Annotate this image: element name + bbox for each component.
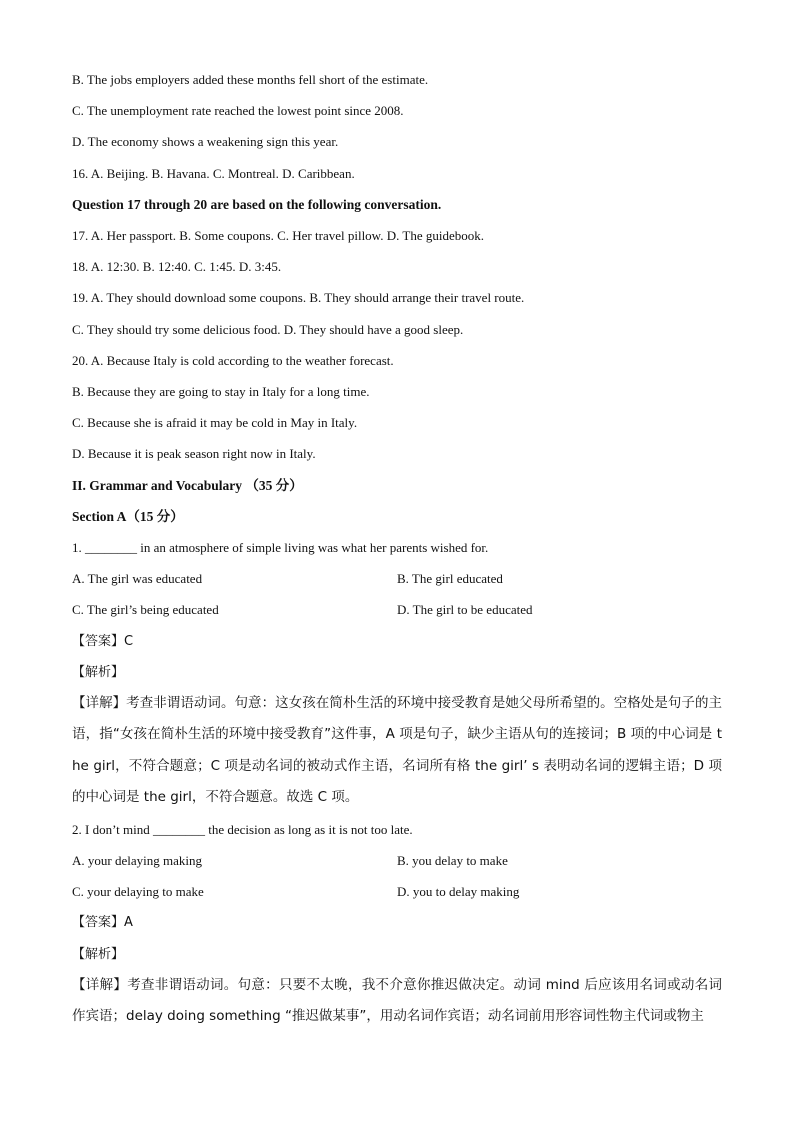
q2-answer: 【答案】A	[72, 915, 133, 931]
q2-option-d: D. you to delay making	[397, 884, 520, 900]
q1-option-b: B. The girl educated	[397, 571, 503, 587]
q1-option-c: C. The girl’s being educated	[72, 602, 219, 618]
q19-line-1: 19. A. They should download some coupons. B. They should arrange their travel route.	[72, 290, 525, 306]
q1-option-a: A. The girl was educated	[72, 571, 203, 587]
q2-analysis-label: 【解析】	[72, 946, 125, 962]
q1-answer: 【答案】C	[72, 633, 134, 649]
grammar-heading: II. Grammar and Vocabulary （35 分）	[72, 477, 303, 493]
q1-analysis-label: 【解析】	[72, 664, 125, 680]
q1-options-row-2	[72, 594, 722, 625]
q2-stem: 2. I don’t mind ________ the decision as long as it is not too late.	[72, 821, 413, 837]
q18-line: 18. A. 12:30. B. 12:40. C. 1:45. D. 3:45.	[72, 259, 282, 275]
q2-option-a: A. your delaying making	[72, 852, 202, 868]
q15-option-d: D. The economy shows a weakening sign this year.	[72, 134, 339, 150]
q2-detail: 【详解】考查非谓语动词。句意：只要不太晚，我不介意你推迟做决定。动词 mind 后应该用名词或动名词作宾语；delay doing something “推迟做某事”，用动名词作宾语；动名词前用形容词性物主代词或物主	[72, 976, 722, 1025]
q20-line-c: C. Because she is afraid it may be cold in May in Italy.	[72, 415, 358, 431]
q17-20-heading: Question 17 through 20 are based on the following conversation.	[72, 196, 442, 212]
q2-option-c: C. your delaying to make	[72, 884, 204, 900]
q1-detail: 【详解】考查非谓语动词。句意：这女孩在简朴生活的环境中接受教育是她父母所希望的。空格处是句子的主语，指“女孩在简朴生活的环境中接受教育”这件事，A 项是句子，缺少主语从句的连接词；B 项的中心词是 the girl，不符合题意；C 项是动名词的被动式作主语，名词所有格 the girl’ s 表明动名词的逻辑主语；D 项的中心词是 the girl，不符合题意。故选 C 项。	[72, 695, 722, 806]
section-a-heading: Section A（15 分）	[72, 508, 184, 524]
q20-line-d: D. Because it is peak season right now in Italy.	[72, 446, 316, 462]
q20-line-a: 20. A. Because Italy is cold according to the weather forecast.	[72, 352, 394, 368]
q19-line-2: C. They should try some delicious food. D. They should have a good sleep.	[72, 321, 464, 337]
q2-options-row-1	[72, 845, 722, 876]
q20-line-b: B. Because they are going to stay in Italy for a long time.	[72, 384, 370, 400]
q2-option-b: B. you delay to make	[397, 852, 508, 868]
q2-options-row-2	[72, 876, 722, 907]
q16-line: 16. A. Beijing. B. Havana. C. Montreal. D. Caribbean.	[72, 165, 355, 181]
q17-line: 17. A. Her passport. B. Some coupons. C. Her travel pillow. D. The guidebook.	[72, 228, 484, 244]
q1-options-row-1	[72, 563, 722, 594]
q15-option-b: B. The jobs employers added these months fell short of the estimate.	[72, 72, 429, 87]
q1-stem: 1. ________ in an atmosphere of simple living was what her parents wished for.	[72, 540, 489, 556]
q15-option-c: C. The unemployment rate reached the lowest point since 2008.	[72, 103, 404, 119]
document-page	[72, 64, 722, 1033]
q1-option-d: D. The girl to be educated	[397, 602, 533, 618]
